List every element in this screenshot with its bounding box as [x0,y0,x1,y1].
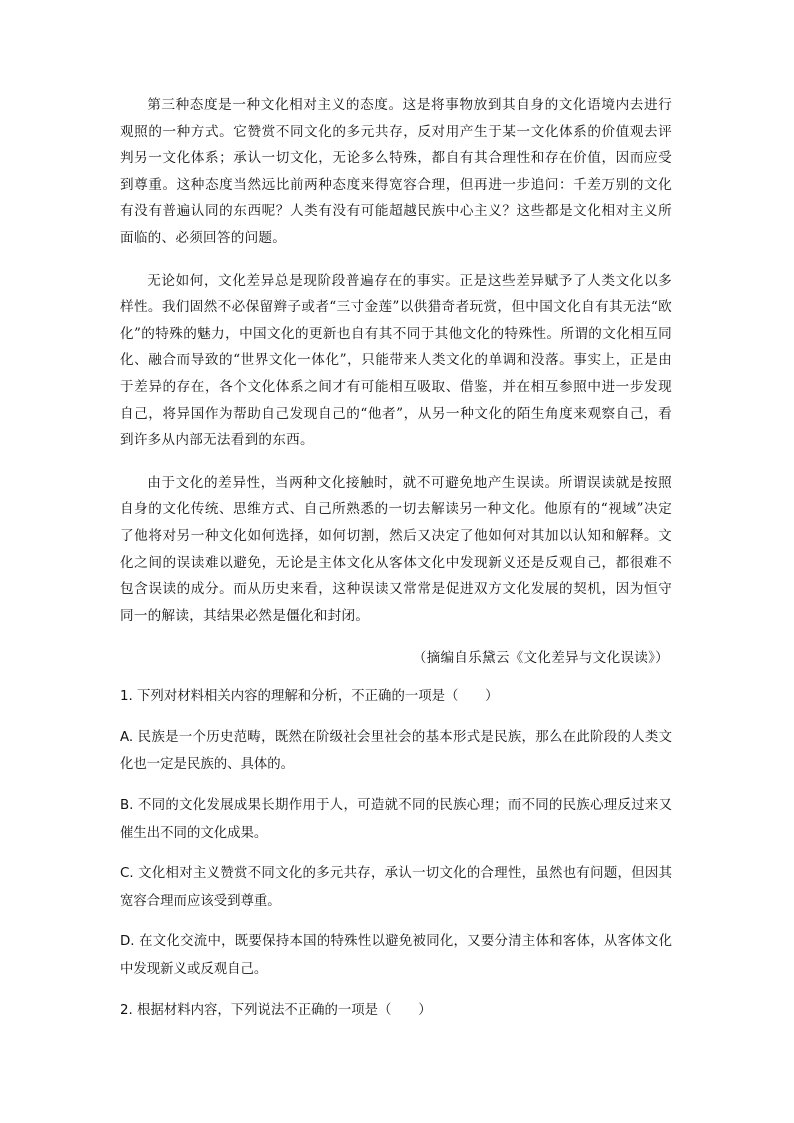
question-1-option-b: B. 不同的文化发展成果长期作用于人，可造就不同的民族心理；而不同的民族心理反过来又催生出不同的文化成果。 [120,798,672,841]
question-1-option-a: A. 民族是一个历史范畴，既然在阶级社会里社会的基本形式是民族，那么在此阶段的人类文化也一定是民族的、具体的。 [120,729,672,773]
question-2-stem: 2. 根据材料内容，下列说法不正确的一项是（ ） [120,1002,432,1018]
question-1-option-c: C. 文化相对主义赞赏不同文化的多元共存，承认一切文化的合理性，虽然也有问题，但因其宽容合理而应该受到尊重。 [120,866,672,909]
passage-paragraph-3: 由于文化的差异性，当两种文化接触时，就不可避免地产生误读。所谓误读就是按照自身的文化传统、思维方式、自己所熟悉的一切去解读另一种文化。他原有的“视域”决定了他将对另一种文化如何选择，如何切割，然后又决定了他如何对其加以认知和解释。文化之间的误读难以避免，无论是主体文化从客体文化中发现新义还是反观自己，都很难不包含误读的成分。而从历史来看，这种误读又常常是促进双方文化发展的契机，因为恒守同一的解读，其结果必然是僵化和封闭。 [120,474,672,624]
question-1 [120,683,672,983]
exam-page [120,92,672,1037]
question-1-option-d: D. 在文化交流中，既要保持本国的特殊性以避免被同化，又要分清主体和客体，从客体文化中发现新义或反观自己。 [120,934,672,978]
passage-source: （摘编自乐黛云《文化差异与文化误读》） [412,650,669,667]
passage-paragraph-1: 第三种态度是一种文化相对主义的态度。这是将事物放到其自身的文化语境内去进行观照的一种方式。它赞赏不同文化的多元共存，反对用产生于某一文化体系的价值观去评判另一文化体系；承认一切文化，无论多么特殊，都自有其合理性和存在价值，因而应受到尊重。这种态度当然远比前两种态度来得宽容合理，但再进一步追问：千差万别的文化有没有普遍认同的东西呢？人类有没有可能超越民族中心主义？这些都是文化相对主义所面临的、必须回答的问题。 [120,97,672,246]
reading-passage [120,92,672,671]
question-2 [120,997,672,1025]
question-1-stem: 1. 下列对材料相关内容的理解和分析，不正确的一项是（ ） [120,689,499,705]
passage-paragraph-2: 无论如何，文化差异总是现阶段普遍存在的事实。正是这些差异赋予了人类文化以多样性。我们固然不必保留辫子或者“三寸金莲”以供猎奇者玩赏，但中国文化自有其无法“欧化”的特殊的魅力，中国文化的更新也自有其不同于其他文化的特殊性。所谓的文化相互同化、融合而导致的“世界文化一体化”，只能带来人类文化的单调和没落。事实上，正是由于差异的存在，各个文化体系之间才有可能相互吸取、借鉴，并在相互参照中进一步发现自己，将异国作为帮助自己发现自己的“他者”，从另一种文化的陌生角度来观察自己，看到许多从内部无法看到的东西。 [120,272,672,449]
